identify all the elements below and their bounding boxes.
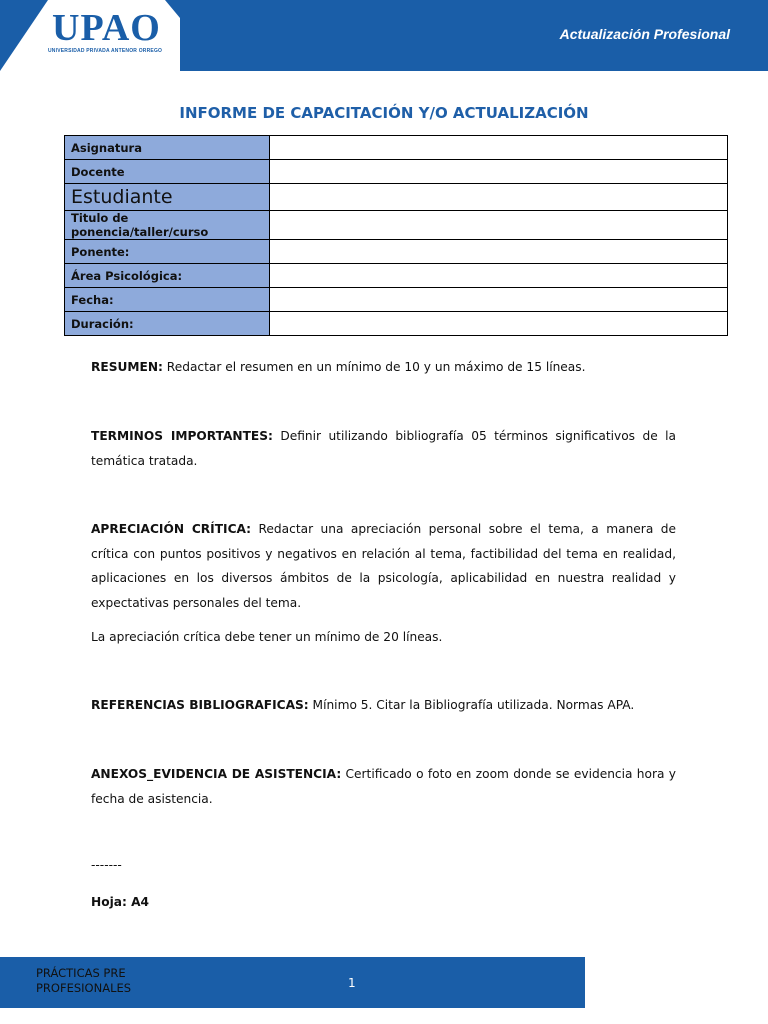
row-label-duracion: Duración: <box>65 312 270 336</box>
document-title: INFORME DE CAPACITACIÓN Y/O ACTUALIZACIÓN <box>179 104 589 122</box>
table-row <box>65 264 728 288</box>
table-row <box>65 312 728 336</box>
apreciacion-heading: APRECIACIÓN CRÍTICA: <box>91 522 252 536</box>
logo <box>0 0 180 71</box>
terminos-heading: TERMINOS IMPORTANTES: <box>91 429 273 443</box>
row-value-asignatura[interactable] <box>270 136 728 160</box>
table-row <box>65 160 728 184</box>
table-row <box>65 240 728 264</box>
table-row <box>65 211 728 240</box>
section-terminos <box>91 424 676 473</box>
row-value-area[interactable] <box>270 264 728 288</box>
section-referencias <box>91 693 676 718</box>
row-value-titulo[interactable] <box>270 211 728 240</box>
anexos-heading: ANEXOS_EVIDENCIA DE ASISTENCIA: <box>91 767 342 781</box>
table-row <box>65 184 728 211</box>
info-table <box>64 135 728 336</box>
logo-corner-decoration-right <box>165 0 180 18</box>
referencias-heading: REFERENCIAS BIBLIOGRAFICAS: <box>91 698 309 712</box>
apreciacion-note: La apreciación crítica debe tener un mínimo de 20 líneas. <box>91 630 443 644</box>
referencias-text: Mínimo 5. Citar la Bibliografía utilizada. Normas APA. <box>308 698 635 712</box>
row-label-docente: Docente <box>65 160 270 184</box>
row-label-fecha: Fecha: <box>65 288 270 312</box>
logo-text: UPAO <box>52 7 161 49</box>
page-number: 1 <box>348 976 356 990</box>
section-resumen <box>91 355 676 380</box>
row-label-area: Área Psicológica: <box>65 264 270 288</box>
row-value-estudiante[interactable] <box>270 184 728 211</box>
table-row <box>65 288 728 312</box>
table-row <box>65 136 728 160</box>
separator-text: ------- <box>91 858 122 872</box>
row-value-ponente[interactable] <box>270 240 728 264</box>
row-label-asignatura: Asignatura <box>65 136 270 160</box>
row-label-estudiante: Estudiante <box>65 184 270 211</box>
resumen-heading: RESUMEN: <box>91 360 163 374</box>
section-apreciacion <box>91 517 676 615</box>
section-anexos <box>91 762 676 811</box>
row-label-titulo: Titulo de ponencia/taller/curso <box>65 211 270 240</box>
apreciacion-text: Redactar una apreciación personal sobre el tema, a manera de crítica con puntos positivos y negativos en relación al tema, factibilidad del tema en realidad, aplicaciones en los diversos ámbitos de la psicología, aplicabilidad en nuestra realidad y expectativas personales del tema. <box>91 522 676 610</box>
hoja-label: Hoja: A4 <box>91 895 150 909</box>
anexos-text: Certificado o foto en zoom donde se evidencia hora y fecha de asistencia. <box>91 767 676 806</box>
row-value-fecha[interactable] <box>270 288 728 312</box>
row-label-ponente: Ponente: <box>65 240 270 264</box>
row-value-duracion[interactable] <box>270 312 728 336</box>
logo-subtitle: UNIVERSIDAD PRIVADA ANTENOR ORREGO <box>48 48 163 54</box>
logo-corner-decoration <box>0 0 48 71</box>
footer-label: PRÁCTICAS PRE PROFESIONALES <box>36 966 132 995</box>
terminos-text: Definir utilizando bibliografía 05 términos significativos de la temática tratada. <box>91 429 676 468</box>
row-value-docente[interactable] <box>270 160 728 184</box>
resumen-text: Redactar el resumen en un mínimo de 10 y un máximo de 15 líneas. <box>162 360 586 374</box>
header-title: Actualización Profesional <box>559 26 730 42</box>
